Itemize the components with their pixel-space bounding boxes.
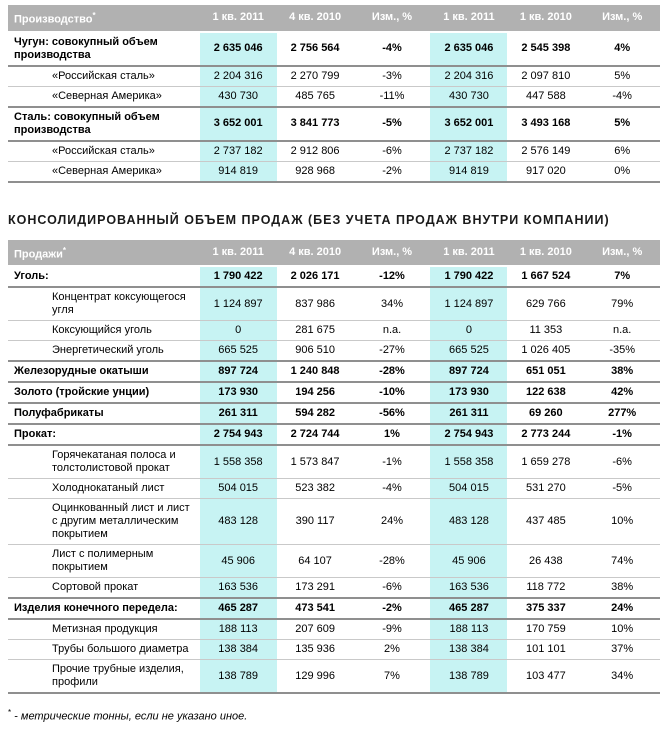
sales-table-row — [8, 341, 660, 362]
sales-row-label: Оцинкованный лист и лист с другим металлическим покрытием — [52, 502, 190, 541]
sales-value-cell: -10% — [379, 386, 405, 399]
production-value-cell: 2 576 149 — [521, 144, 571, 157]
sales-value-cell: -6% — [612, 455, 632, 468]
sales-value-cell: 473 541 — [295, 602, 335, 615]
sales-row-label: Метизная продукция — [52, 623, 158, 636]
sales-value-cell: 135 936 — [295, 643, 335, 656]
sales-value-cell: -5% — [612, 482, 632, 495]
sales-row-label: Уголь: — [14, 270, 49, 283]
sales-row-label: Трубы большого диаметра — [52, 643, 189, 656]
sales-value-cell: 11 353 — [529, 324, 563, 337]
footnote-text: - метрические тонны, если не указано иное. — [11, 710, 248, 723]
sales-value-cell: 173 930 — [430, 382, 507, 403]
sales-value-cell: 277% — [608, 407, 637, 420]
sales-table-row — [8, 321, 660, 341]
sales-table-row — [8, 619, 660, 640]
sales-value-cell: 2 026 171 — [290, 270, 340, 283]
footnote — [8, 708, 660, 723]
sales-table-row — [8, 424, 660, 445]
production-value-cell: -11% — [379, 89, 405, 102]
production-table-row — [8, 161, 660, 182]
footnote-asterisk: * — [8, 708, 12, 718]
sales-row-label: Горячекатаная полоса и толстолистовой прокат — [52, 449, 176, 475]
sales-column-header: 1 кв. 2010 — [507, 240, 584, 267]
sales-value-cell: 170 759 — [525, 623, 566, 636]
production-column-header: 1 кв. 2010 — [507, 5, 584, 32]
sales-value-cell: 1 558 358 — [200, 445, 277, 479]
sales-value-cell: 523 382 — [295, 482, 335, 495]
sales-value-cell: 1 790 422 — [200, 266, 277, 287]
sales-value-cell: 1 573 847 — [290, 455, 340, 468]
sales-value-cell: 375 337 — [525, 602, 566, 615]
sales-value-cell: 45 906 — [430, 545, 507, 578]
production-value-cell: 2 737 182 — [430, 141, 507, 162]
sales-column-header: 4 кв. 2010 — [277, 240, 354, 267]
sales-value-cell: 629 766 — [525, 297, 566, 310]
sales-value-cell: 2 754 943 — [430, 424, 507, 445]
sales-value-cell: 79% — [611, 297, 634, 310]
sales-table-row — [8, 545, 660, 578]
production-value-cell: 914 819 — [430, 161, 507, 182]
sales-value-cell: 2% — [384, 643, 400, 656]
sales-value-cell: 906 510 — [295, 344, 335, 357]
production-value-cell: 2 204 316 — [430, 66, 507, 87]
sales-value-cell: 122 638 — [525, 386, 566, 399]
sales-value-cell: -12% — [379, 270, 405, 283]
sales-value-cell: -28% — [379, 365, 405, 378]
sales-value-cell: 2 724 744 — [290, 428, 340, 441]
sales-value-cell: -2% — [382, 602, 402, 615]
production-value-cell: 2 270 799 — [290, 69, 340, 82]
sales-value-cell: 651 051 — [525, 365, 566, 378]
sales-table-row — [8, 578, 660, 599]
production-value-cell: -2% — [382, 164, 402, 177]
production-value-cell: -4% — [382, 42, 402, 55]
sales-value-cell: 281 675 — [295, 324, 335, 337]
sales-row-label: Прокат: — [14, 428, 57, 441]
production-column-header: Изм., % — [354, 5, 431, 32]
sales-value-cell: 483 128 — [430, 499, 507, 545]
sales-value-cell: -6% — [382, 581, 402, 594]
sales-value-cell: 64 107 — [298, 554, 332, 567]
sales-table-row — [8, 266, 660, 287]
sales-value-cell: 34% — [611, 669, 634, 682]
sales-value-cell: 2 754 943 — [200, 424, 277, 445]
sales-value-cell: 0 — [200, 321, 277, 341]
production-column-header: 4 кв. 2010 — [277, 5, 354, 32]
sales-value-cell: 7% — [614, 270, 631, 283]
production-value-cell: 3 841 773 — [290, 117, 340, 130]
sales-value-cell: 1 558 358 — [430, 445, 507, 479]
sales-value-cell: 10% — [611, 515, 634, 528]
sales-value-cell: 24% — [611, 602, 634, 615]
sales-value-cell: 188 113 — [430, 619, 507, 640]
sales-value-cell: 465 287 — [200, 598, 277, 619]
sales-column-header: Изм., % — [354, 240, 431, 267]
production-value-cell: 0% — [614, 164, 631, 177]
production-row-label: «Российская сталь» — [52, 69, 155, 82]
sales-value-cell: 665 525 — [200, 341, 277, 362]
sales-table — [8, 240, 660, 695]
sales-table-row — [8, 640, 660, 660]
sales-value-cell: 173 291 — [295, 581, 335, 594]
sales-value-cell: 42% — [611, 386, 634, 399]
production-value-cell: 917 020 — [525, 164, 566, 177]
sales-value-cell: 24% — [380, 515, 404, 528]
sales-row-label: Железорудные окатыши — [14, 365, 149, 378]
production-value-cell: 3 652 001 — [430, 107, 507, 141]
production-value-cell: -3% — [382, 69, 402, 82]
sales-value-cell: 390 117 — [295, 515, 335, 528]
sales-value-cell: 207 609 — [295, 623, 335, 636]
sales-table-row — [8, 499, 660, 545]
sales-value-cell: 129 996 — [295, 669, 335, 682]
sales-value-cell: 118 772 — [526, 581, 566, 594]
sales-value-cell: 1 026 405 — [521, 344, 571, 357]
sales-value-cell: 10% — [611, 623, 634, 636]
sales-value-cell: n.a. — [382, 324, 402, 337]
sales-value-cell: 437 485 — [525, 515, 566, 528]
sales-value-cell: 138 789 — [200, 660, 277, 694]
sales-table-row — [8, 361, 660, 382]
sales-value-cell: 34% — [380, 297, 404, 310]
production-value-cell: 3 493 168 — [521, 117, 571, 130]
sales-row-label: Прочие трубные изделия, профили — [52, 663, 184, 689]
production-value-cell: 2 912 806 — [290, 144, 340, 157]
sales-table-row — [8, 598, 660, 619]
sales-value-cell: -28% — [379, 554, 405, 567]
sales-value-cell: -27% — [379, 344, 405, 357]
sales-value-cell: 0 — [430, 321, 507, 341]
production-row-label: Сталь: совокупный объем производства — [14, 110, 160, 136]
sales-table-row — [8, 382, 660, 403]
sales-table-row — [8, 479, 660, 499]
production-value-cell: 430 730 — [200, 86, 277, 107]
production-value-cell: 2 545 398 — [521, 42, 571, 55]
sales-value-cell: 1 240 848 — [290, 365, 340, 378]
sales-value-cell: -1% — [382, 455, 402, 468]
production-value-cell: 928 968 — [295, 164, 335, 177]
sales-table-row — [8, 660, 660, 694]
production-row-label: Чугун: совокупный объем производства — [14, 35, 158, 61]
sales-value-cell: 101 101 — [525, 643, 566, 656]
production-title: Производство* — [8, 5, 200, 32]
sales-value-cell: 1 124 897 — [200, 287, 277, 321]
sales-row-label: Золото (тройские унции) — [14, 386, 150, 399]
sales-table-row — [8, 403, 660, 424]
production-value-cell: 5% — [614, 69, 631, 82]
production-value-cell: 2 756 564 — [290, 42, 340, 55]
sales-row-label: Полуфабрикаты — [14, 407, 104, 420]
sales-row-label: Энергетический уголь — [52, 344, 164, 357]
sales-value-cell: 504 015 — [200, 479, 277, 499]
production-value-cell: 2 635 046 — [200, 32, 277, 66]
sales-title: Продажи* — [8, 240, 200, 267]
sales-value-cell: 897 724 — [200, 361, 277, 382]
sales-value-cell: 69 260 — [529, 407, 563, 420]
production-table-row — [8, 141, 660, 162]
production-row-label: «Российская сталь» — [52, 144, 155, 157]
sales-column-header: 1 кв. 2011 — [430, 240, 507, 267]
production-value-cell: 485 765 — [295, 89, 335, 102]
sales-row-label: Сортовой прокат — [52, 581, 139, 594]
sales-value-cell: 38% — [611, 365, 634, 378]
sales-value-cell: 594 282 — [295, 407, 335, 420]
sales-value-cell: 26 438 — [529, 554, 563, 567]
sales-value-cell: 163 536 — [430, 578, 507, 599]
sales-value-cell: 103 477 — [525, 669, 566, 682]
sales-title-asterisk: * — [62, 245, 66, 255]
sales-value-cell: 138 384 — [430, 640, 507, 660]
production-column-header: 1 кв. 2011 — [430, 5, 507, 32]
production-table-row — [8, 66, 660, 87]
sales-value-cell: 38% — [611, 581, 634, 594]
sales-header-row — [8, 240, 660, 267]
sales-value-cell: 1 667 524 — [521, 270, 571, 283]
sales-value-cell: 138 384 — [200, 640, 277, 660]
sales-table-row — [8, 445, 660, 479]
sales-value-cell: 1 790 422 — [430, 266, 507, 287]
production-value-cell: 2 635 046 — [430, 32, 507, 66]
sales-value-cell: 1% — [384, 428, 400, 441]
sales-value-cell: 37% — [611, 643, 634, 656]
sales-value-cell: -56% — [379, 407, 405, 420]
production-value-cell: 4% — [614, 42, 631, 55]
production-column-header: 1 кв. 2011 — [200, 5, 277, 32]
production-value-cell: -4% — [612, 89, 632, 102]
sales-value-cell: 2 773 244 — [521, 428, 571, 441]
production-value-cell: 447 588 — [525, 89, 566, 102]
sales-value-cell: -9% — [382, 623, 402, 636]
sales-value-cell: -1% — [612, 428, 632, 441]
sales-section-heading: КОНСОЛИДИРОВАННЫЙ ОБЪЕМ ПРОДАЖ (БЕЗ УЧЕТА ПРОДАЖ ВНУТРИ КОМПАНИИ) — [8, 212, 610, 227]
sales-value-cell: 1 124 897 — [430, 287, 507, 321]
sales-value-cell: 897 724 — [430, 361, 507, 382]
sales-value-cell: 45 906 — [200, 545, 277, 578]
production-table — [8, 5, 660, 183]
sales-value-cell: 7% — [384, 669, 400, 682]
sales-row-label: Коксующийся уголь — [52, 324, 152, 337]
production-header-row — [8, 5, 660, 32]
sales-value-cell: 531 270 — [525, 482, 566, 495]
production-value-cell: -5% — [382, 117, 402, 130]
sales-value-cell: 138 789 — [430, 660, 507, 694]
sales-value-cell: 74% — [611, 554, 634, 567]
production-table-row — [8, 107, 660, 141]
sales-table-row — [8, 287, 660, 321]
sales-row-label: Изделия конечного передела: — [14, 602, 178, 615]
production-value-cell: 2 097 810 — [521, 69, 571, 82]
sales-column-header: 1 кв. 2011 — [200, 240, 277, 267]
production-table-row — [8, 32, 660, 66]
production-table-row — [8, 86, 660, 107]
sales-value-cell: 163 536 — [200, 578, 277, 599]
production-value-cell: 3 652 001 — [200, 107, 277, 141]
sales-value-cell: 504 015 — [430, 479, 507, 499]
sales-value-cell: 665 525 — [430, 341, 507, 362]
sales-value-cell: 837 986 — [295, 297, 335, 310]
sales-row-label: Лист с полимерным покрытием — [52, 548, 154, 574]
sales-value-cell: 261 311 — [200, 403, 277, 424]
sales-value-cell: -4% — [382, 482, 402, 495]
production-value-cell: -6% — [382, 144, 402, 157]
sales-value-cell: 188 113 — [200, 619, 277, 640]
sales-value-cell: 173 930 — [200, 382, 277, 403]
production-row-label: «Северная Америка» — [52, 89, 162, 102]
production-value-cell: 914 819 — [200, 161, 277, 182]
production-column-header: Изм., % — [584, 5, 660, 32]
production-value-cell: 2 204 316 — [200, 66, 277, 87]
sales-value-cell: 194 256 — [295, 386, 335, 399]
production-row-label: «Северная Америка» — [52, 164, 162, 177]
sales-value-cell: n.a. — [612, 324, 632, 337]
sales-row-label: Концентрат коксующегося угля — [52, 291, 186, 317]
sales-value-cell: 483 128 — [200, 499, 277, 545]
sales-value-cell: 261 311 — [430, 403, 507, 424]
sales-value-cell: 1 659 278 — [521, 455, 571, 468]
production-value-cell: 2 737 182 — [200, 141, 277, 162]
production-title-asterisk: * — [92, 11, 96, 20]
production-value-cell: 5% — [614, 117, 631, 130]
sales-column-header: Изм., % — [584, 240, 660, 267]
sales-row-label: Холоднокатаный лист — [52, 482, 165, 495]
production-value-cell: 430 730 — [430, 86, 507, 107]
sales-value-cell: 465 287 — [430, 598, 507, 619]
production-value-cell: 6% — [614, 144, 631, 157]
sales-value-cell: -35% — [609, 344, 635, 357]
